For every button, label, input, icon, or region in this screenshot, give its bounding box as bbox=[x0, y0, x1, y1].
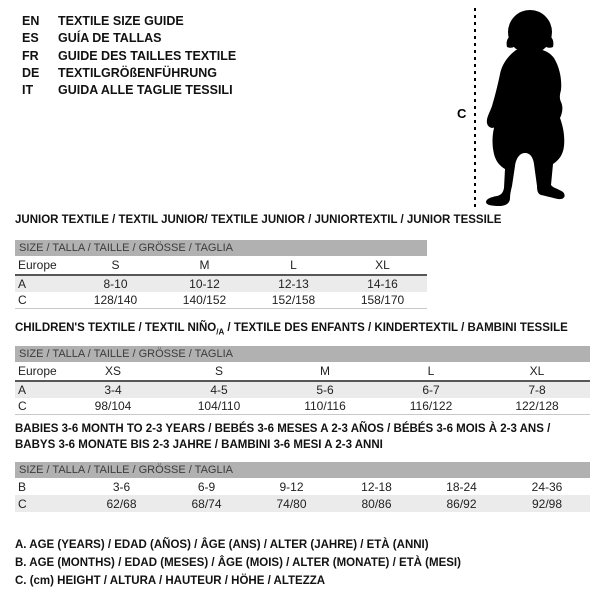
babies-title-line1: BABIES 3-6 MONTH TO 2-3 YEARS / BEBÉS 3-6 MESES A 2-3 AÑOS / BÉBÉS 3-6 MOIS À 2-3 ANS / bbox=[15, 423, 551, 435]
row-label: Europe bbox=[15, 362, 60, 381]
language-code: DE bbox=[22, 65, 40, 80]
size-header-bar: SIZE / TALLA / TAILLE / GRÖSSE / TAGLIA bbox=[15, 462, 590, 478]
language-code: IT bbox=[22, 83, 34, 98]
footnote-c: C. (cm) HEIGHT / ALTURA / HAUTEUR / HÖHE / ALTEZZA bbox=[15, 575, 326, 587]
table-row-age bbox=[15, 275, 427, 292]
table-cell: XL bbox=[338, 256, 427, 275]
table-cell: 62/68 bbox=[79, 495, 164, 512]
table-cell: 9-12 bbox=[279, 479, 304, 494]
babies-size-table bbox=[15, 462, 590, 512]
row-label: C bbox=[15, 495, 79, 512]
language-title: GUÍA DE TALLAS bbox=[58, 31, 162, 46]
table-cell: 158/170 bbox=[338, 292, 427, 309]
language-row bbox=[22, 13, 236, 30]
language-row bbox=[22, 65, 236, 82]
footnotes bbox=[15, 536, 461, 590]
table-cell: M bbox=[160, 256, 249, 275]
table-cell: 8-10 bbox=[71, 275, 160, 292]
language-header bbox=[22, 13, 236, 99]
language-title: GUIDA ALLE TAGLIE TESSILI bbox=[58, 83, 233, 98]
table-cell: 5-6 bbox=[272, 381, 378, 398]
table-cell: L bbox=[378, 362, 484, 381]
table-cell: 80/86 bbox=[334, 495, 419, 512]
table-cell: 18-24 bbox=[446, 479, 477, 494]
size-header-row bbox=[15, 346, 590, 362]
language-title: GUIDE DES TAILLES TEXTILE bbox=[58, 48, 237, 63]
language-code: ES bbox=[22, 31, 39, 46]
language-row bbox=[22, 30, 236, 47]
table-cell: M bbox=[272, 362, 378, 381]
table-cell: XL bbox=[484, 362, 590, 381]
table-cell: S bbox=[166, 362, 272, 381]
row-label: A bbox=[15, 275, 71, 292]
table-cell: 74/80 bbox=[249, 495, 334, 512]
table-cell: 104/110 bbox=[166, 398, 272, 415]
children-size-table bbox=[15, 346, 590, 415]
table-cell: 140/152 bbox=[160, 292, 249, 309]
size-header-row bbox=[15, 462, 590, 478]
table-cell: 4-5 bbox=[166, 381, 272, 398]
row-label: C bbox=[15, 398, 60, 415]
table-cell: S bbox=[71, 256, 160, 275]
table-cell: 3-4 bbox=[60, 381, 166, 398]
row-label: Europe bbox=[15, 256, 71, 275]
language-row bbox=[22, 48, 236, 65]
table-row-height bbox=[15, 292, 427, 309]
table-cell: XS bbox=[60, 362, 166, 381]
children-title-sub: /A bbox=[216, 327, 225, 337]
table-cell: 116/122 bbox=[378, 398, 484, 415]
table-cell: L bbox=[249, 256, 338, 275]
row-label: C bbox=[15, 292, 71, 309]
table-cell: 7-8 bbox=[484, 381, 590, 398]
language-code: EN bbox=[22, 14, 40, 28]
language-code: FR bbox=[22, 48, 39, 63]
table-cell: 24-36 bbox=[531, 479, 563, 494]
table-cell: 98/104 bbox=[60, 398, 166, 415]
table-cell: 14-16 bbox=[338, 275, 427, 292]
row-label: B bbox=[18, 479, 27, 494]
table-cell: 12-18 bbox=[361, 479, 392, 494]
table-cell: 110/116 bbox=[272, 398, 378, 415]
table-cell: 6-7 bbox=[378, 381, 484, 398]
table-row-age bbox=[15, 381, 590, 398]
height-measure-label: C bbox=[457, 106, 467, 121]
language-title: TEXTILE SIZE GUIDE bbox=[58, 14, 184, 28]
table-row-height bbox=[15, 495, 590, 512]
babies-title-line2: BABYS 3-6 MONATE BIS 2-3 JAHRE / BAMBINI 3-6 MESI A 2-3 ANNI bbox=[15, 439, 383, 451]
size-header-row bbox=[15, 240, 427, 256]
table-cell: 86/92 bbox=[419, 495, 504, 512]
children-title-pre: CHILDREN'S TEXTILE / TEXTIL NIÑO bbox=[15, 322, 217, 334]
table-cell: 122/128 bbox=[484, 398, 590, 415]
size-header-bar: SIZE / TALLA / TAILLE / GRÖSSE / TAGLIA bbox=[15, 240, 427, 256]
table-cell: 128/140 bbox=[71, 292, 160, 309]
size-header-bar: SIZE / TALLA / TAILLE / GRÖSSE / TAGLIA bbox=[15, 346, 590, 362]
junior-table-title: JUNIOR TEXTILE / TEXTIL JUNIOR/ TEXTILE JUNIOR / JUNIORTEXTIL / JUNIOR TESSILE bbox=[15, 214, 502, 226]
junior-size-table bbox=[15, 240, 427, 309]
table-cell: 6-9 bbox=[197, 479, 216, 494]
table-cell: 12-13 bbox=[249, 275, 338, 292]
language-title: TEXTILGRÖßENFÜHRUNG bbox=[58, 65, 218, 80]
table-row-age-months bbox=[15, 478, 590, 495]
language-row bbox=[22, 82, 236, 99]
row-label: A bbox=[15, 381, 60, 398]
babies-table-title bbox=[15, 421, 580, 453]
table-cell: 3-6 bbox=[112, 479, 131, 494]
height-measure-dashed-line bbox=[474, 8, 476, 208]
table-row-height bbox=[15, 398, 590, 415]
footnote-a: A. AGE (YEARS) / EDAD (AÑOS) / ÂGE (ANS) / ALTER (JAHRE) / ETÀ (ANNI) bbox=[15, 539, 429, 551]
table-cell: 68/74 bbox=[164, 495, 249, 512]
table-row-europe bbox=[15, 362, 590, 381]
toddler-silhouette-icon bbox=[480, 8, 572, 206]
table-cell: 152/158 bbox=[249, 292, 338, 309]
table-cell: 92/98 bbox=[504, 495, 590, 512]
table-row-europe bbox=[15, 256, 427, 275]
table-cell: 10-12 bbox=[160, 275, 249, 292]
footnote-b: B. AGE (MONTHS) / EDAD (MESES) / ÂGE (MOIS) / ALTER (MONATE) / ETÀ (MESI) bbox=[15, 557, 461, 569]
children-title-post: / TEXTILE DES ENFANTS / KINDERTEXTIL / BAMBINI TESSILE bbox=[224, 322, 568, 334]
children-table-title bbox=[15, 320, 568, 340]
